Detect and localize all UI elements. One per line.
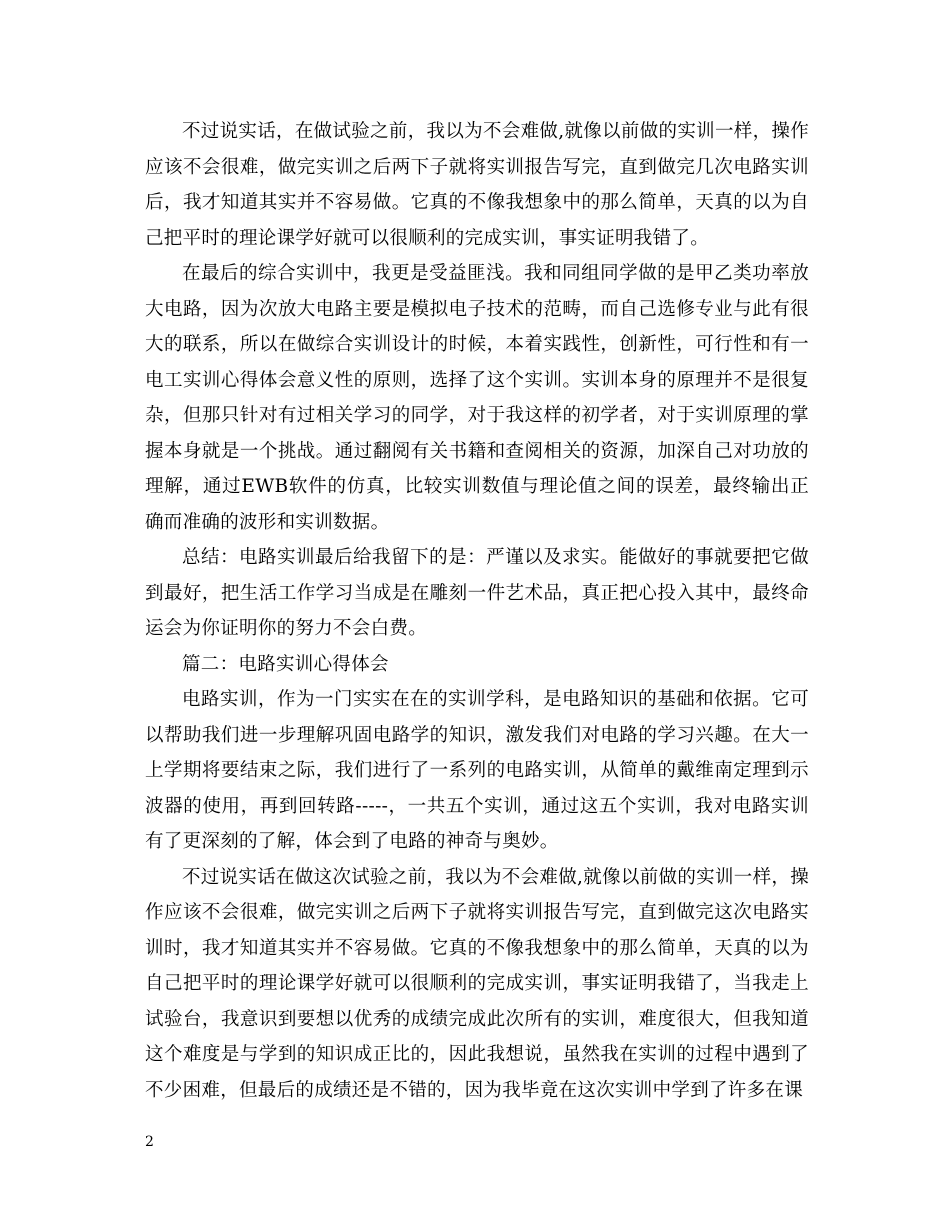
paragraph-5: 不过说实话在做这次试验之前，我以为不会难做,就像以前做的实训一样，操作应该不会很难，做完实训之后两下子就将实训报告写完，直到做完这次电路实训时，我才知道其实并不容易做。它真的不像我想象中的那么简单，天真的以为自己把平时的理论课学好就可以很顺利的完成实训，事实证明我错了，当我走上试验台，我意识到要想以优秀的成绩完成此次所有的实训，难度很大，但我知道这个难度是与学到的知识成正比的，因此我想说，虽然我在实训的过程中遇到了不少困难，但最后的成绩还是不错的，因为我毕竟在这次实训中学到了许多在课 xyxy=(145,866,809,1101)
section-heading: 篇二：电路实训心得体会 xyxy=(182,653,389,675)
page-number: 2 xyxy=(145,1134,154,1150)
paragraph-3: 总结：电路实训最后给我留下的是：严谨以及求实。能做好的事就要把它做到最好，把生活工作学习当成是在雕刻一件艺术品，真正把心投入其中，最终命运会为你证明你的努力不会白费。 xyxy=(145,547,809,639)
paragraph-2: 在最后的综合实训中，我更是受益匪浅。我和同组同学做的是甲乙类功率放大电路，因为次放大电路主要是模拟电子技术的范畴，而自己选修专业与此有很大的联系，所以在做综合实训设计的时候，本着实践性，创新性，可行性和有一电工实训心得体会意义性的原则，选择了这个实训。实训本身的原理并不是很复杂，但那只针对有过相关学习的同学，对于我这样的初学者，对于实训原理的掌握本身就是一个挑战。通过翻阅有关书籍和查阅相关的资源，加深自己对功放的理解，通过EWB软件的仿真，比较实训数值与理论值之间的误差，最终输出正确而准确的波形和实训数据。 xyxy=(145,263,809,533)
paragraph-4: 电路实训，作为一门实实在在的实训学科，是电路知识的基础和依据。它可以帮助我们进一步理解巩固电路学的知识，激发我们对电路的学习兴趣。在大一上学期将要结束之际，我们进行了一系列的电路实训，从简单的戴维南定理到示波器的使用，再到回转路-----，一共五个实训，通过这五个实训，我对电路实训有了更深刻的了解，体会到了电路的神奇与奥妙。 xyxy=(145,689,809,852)
paragraph-1: 不过说实话，在做试验之前，我以为不会难做,就像以前做的实训一样，操作应该不会很难，做完实训之后两下子就将实训报告写完，直到做完几次电路实训后，我才知道其实并不容易做。它真的不像我想象中的那么简单，天真的以为自己把平时的理论课学好就可以很顺利的完成实训，事实证明我错了。 xyxy=(145,121,809,249)
document-body xyxy=(145,114,809,1108)
